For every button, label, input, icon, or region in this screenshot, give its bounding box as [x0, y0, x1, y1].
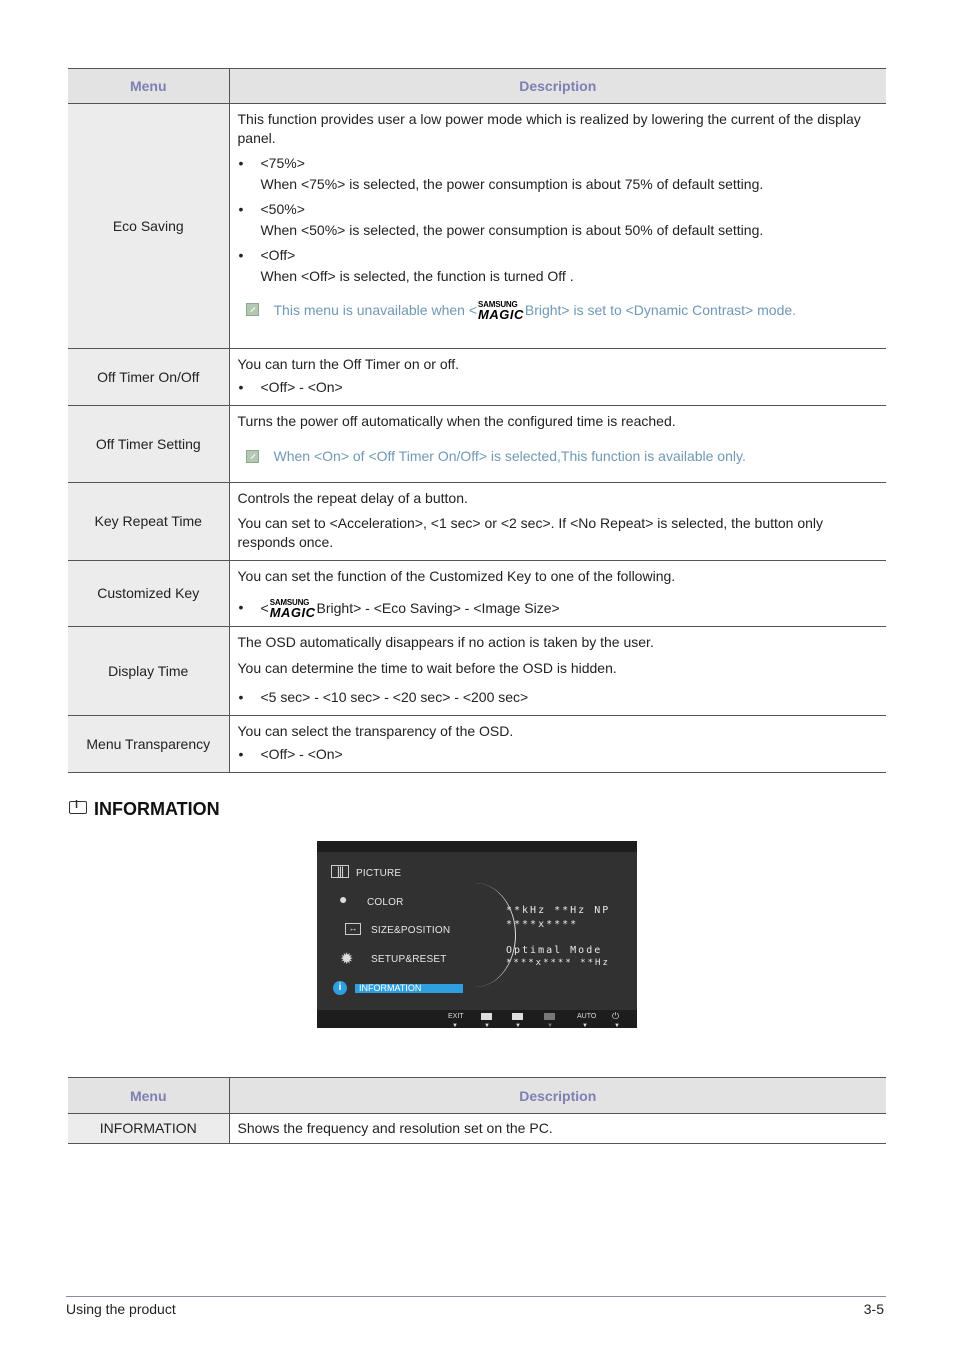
row-eco-saving [68, 104, 886, 349]
osd-menu-size-position: SIZE&POSITION [371, 925, 451, 936]
row-off-timer-setting [68, 406, 886, 483]
bullet-pre: < [260, 600, 269, 616]
row-off-timer [68, 349, 886, 406]
desc-key-repeat [229, 483, 886, 561]
bullet-text: When <Off> is selected, the function is turned Off . [260, 268, 574, 284]
footer-section: Using the product [66, 1301, 176, 1317]
arrow-down-icon: ▼ [515, 1023, 521, 1029]
samsung-magic-logo: SAMSUNG MAGIC [269, 598, 316, 620]
menu-information: INFORMATION [68, 1114, 229, 1144]
menu-customized-key: Customized Key [68, 561, 229, 627]
customized-key-text: You can set the function of the Customized Key to one of the following. [237, 568, 676, 584]
note-text: When <On> of <Off Timer On/Off> is selected,This function is available only. [273, 448, 746, 464]
table-header [68, 1078, 886, 1114]
info-icon [69, 801, 87, 814]
row-key-repeat [68, 483, 886, 561]
note-text-post: Bright> is set to <Dynamic Contrast> mode. [524, 302, 797, 318]
osd-down-button[interactable] [481, 1013, 492, 1022]
arrow-down-icon: ▼ [582, 1023, 588, 1029]
osd-auto-button[interactable]: AUTO [577, 1013, 597, 1020]
header-menu: Menu [68, 1078, 229, 1114]
arrow-down-icon: ▼ [547, 1023, 553, 1029]
osd-menu-color: COLOR [367, 897, 404, 908]
eco-bullet-50 [238, 200, 879, 240]
display-time-text1: The OSD automatically disappears if no action is taken by the user. [237, 634, 654, 650]
row-display-time [68, 627, 886, 716]
gear-icon: ✹ [340, 951, 354, 968]
section-title: INFORMATION [94, 799, 220, 819]
menu-key-repeat: Key Repeat Time [68, 483, 229, 561]
osd-menu-information: INFORMATION [359, 983, 422, 993]
menu-transparency-text: You can select the transparency of the OSD. [237, 723, 514, 739]
arrow-down-icon: ▼ [484, 1023, 490, 1029]
header-description: Description [229, 1078, 886, 1114]
desc-information: Shows the frequency and resolution set on the PC. [229, 1114, 886, 1144]
arrow-down-icon: ▼ [452, 1023, 458, 1029]
menu-display-time: Display Time [68, 627, 229, 716]
osd-readout-resolution: ****x**** [506, 919, 579, 930]
information-table [68, 1077, 886, 1144]
note-icon [246, 450, 259, 463]
customized-key-bullet [238, 598, 879, 618]
eco-bullet-75 [238, 154, 879, 194]
key-repeat-text1: Controls the repeat delay of a button. [237, 490, 468, 506]
osd-menu-setup-reset: SETUP&RESET [371, 954, 447, 965]
osd-readout-optimal-label: Optimal Mode [506, 945, 603, 956]
osd-menu-picture: PICTURE [356, 868, 402, 879]
bullet-title: • <Off> [260, 247, 296, 263]
note-icon [246, 303, 259, 316]
osd-top-bar [317, 841, 637, 852]
arrow-down-icon: ▼ [614, 1023, 620, 1029]
page-footer [66, 1296, 886, 1317]
key-repeat-text2: You can set to <Acceleration>, <1 sec> or <2 sec>. If <No Repeat> is selected, the button only responds once. [237, 515, 824, 550]
desc-display-time [229, 627, 886, 716]
header-menu: Menu [68, 69, 229, 104]
osd-screenshot [317, 841, 637, 1028]
table-header [68, 69, 886, 104]
display-time-text2: You can determine the time to wait before the OSD is hidden. [237, 660, 617, 676]
section-heading [69, 799, 220, 820]
note-text-pre: This menu is unavailable when < [273, 302, 478, 318]
osd-exit-button[interactable]: EXIT [448, 1013, 464, 1020]
bullet-text: When <50%> is selected, the power consumption is about 50% of default setting. [260, 222, 764, 238]
desc-eco-saving [229, 104, 886, 349]
bullet-title: • <50%> [260, 201, 305, 217]
samsung-magic-logo: SAMSUNG MAGIC [478, 300, 524, 322]
menu-transparency-bullet: • <Off> - <On> [238, 745, 879, 764]
desc-off-timer-setting [229, 406, 886, 483]
bullet-text: When <75%> is selected, the power consumption is about 75% of default setting. [260, 176, 764, 192]
osd-enter-button[interactable] [544, 1013, 555, 1022]
header-description: Description [229, 69, 886, 104]
bullet-title: • <75%> [260, 155, 305, 171]
off-timer-bullet: • <Off> - <On> [238, 378, 879, 397]
picture-icon: ||| [331, 865, 349, 878]
display-time-bullet: • <5 sec> - <10 sec> - <20 sec> - <200 sec> [238, 688, 879, 707]
eco-note [238, 300, 879, 320]
power-icon[interactable]: ⏻ [612, 1011, 620, 1021]
bullet-post: Bright> - <Eco Saving> - <Image Size> [316, 600, 560, 616]
desc-off-timer [229, 349, 886, 406]
off-timer-text: You can turn the Off Timer on or off. [237, 356, 460, 372]
information-icon: i [333, 981, 347, 995]
off-timer-setting-note [238, 447, 879, 466]
row-menu-transparency [68, 716, 886, 773]
row-customized-key [68, 561, 886, 627]
settings-table [68, 68, 886, 773]
osd-divider-arc [435, 883, 516, 987]
size-position-icon: ↔ [345, 923, 361, 935]
menu-eco-saving: Eco Saving [68, 104, 229, 349]
menu-menu-transparency: Menu Transparency [68, 716, 229, 773]
eco-bullet-off [238, 246, 879, 286]
off-timer-setting-text: Turns the power off automatically when the configured time is reached. [237, 413, 676, 429]
osd-up-button[interactable] [512, 1013, 523, 1022]
row-information [68, 1114, 886, 1144]
menu-off-timer-setting: Off Timer Setting [68, 406, 229, 483]
menu-off-timer: Off Timer On/Off [68, 349, 229, 406]
desc-menu-transparency [229, 716, 886, 773]
osd-readout-optimal-mode: ****x**** **Hz [506, 958, 610, 968]
color-icon: ● [339, 891, 348, 907]
osd-readout-frequency: **kHz **Hz NP [506, 905, 611, 916]
footer-page-number: 3-5 [863, 1301, 884, 1317]
desc-customized-key [229, 561, 886, 627]
eco-intro: This function provides user a low power mode which is realized by lowering the current of the display panel. [237, 111, 861, 146]
